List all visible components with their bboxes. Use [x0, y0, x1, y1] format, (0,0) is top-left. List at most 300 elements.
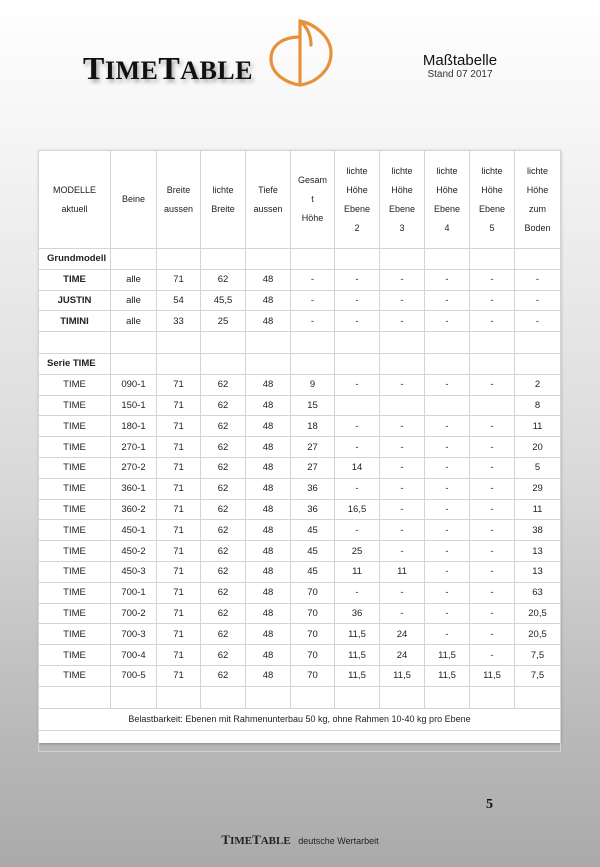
column-header [201, 151, 246, 249]
value-cell: - [335, 478, 380, 499]
brand-wordmark: TIMETABLE [83, 50, 253, 86]
table-row [39, 499, 561, 520]
column-header-line: Ebene [478, 203, 506, 214]
model-cell: TIME [39, 374, 111, 395]
value-cell: - [515, 290, 561, 311]
value-cell: 71 [157, 269, 201, 290]
footer-tagline: deutsche Wertarbeit [298, 836, 379, 846]
empty-cell [515, 332, 561, 354]
value-cell: - [291, 269, 335, 290]
value-cell: - [380, 311, 425, 332]
empty-cell [111, 249, 157, 270]
value-cell: 8 [515, 395, 561, 416]
column-header-line: MODELLE [52, 184, 96, 195]
empty-cell [425, 249, 470, 270]
column-header-line: aussen [163, 203, 194, 214]
empty-cell [380, 249, 425, 270]
empty-cell [157, 353, 201, 374]
table-row [39, 561, 561, 582]
value-cell: 62 [201, 624, 246, 645]
value-cell: 48 [246, 561, 291, 582]
value-cell: 48 [246, 374, 291, 395]
value-cell: 45 [291, 520, 335, 541]
model-cell: TIME [39, 478, 111, 499]
value-cell: 71 [157, 374, 201, 395]
value-cell: 360-2 [111, 499, 157, 520]
column-header-line: 2 [354, 222, 360, 233]
column-header-line: lichte [481, 165, 503, 176]
column-header-line: lichte [346, 165, 368, 176]
empty-cell [380, 686, 425, 708]
value-cell: 180-1 [111, 416, 157, 437]
value-cell: - [425, 478, 470, 499]
value-cell: - [470, 541, 515, 562]
value-cell: 16,5 [335, 499, 380, 520]
table-row [39, 520, 561, 541]
column-header-line: 5 [489, 222, 495, 233]
value-cell: 48 [246, 624, 291, 645]
spacer-row [39, 332, 561, 354]
value-cell: - [470, 499, 515, 520]
value-cell: 700-4 [111, 645, 157, 666]
value-cell: - [291, 290, 335, 311]
value-cell: - [380, 437, 425, 458]
value-cell: 48 [246, 665, 291, 686]
value-cell: - [470, 416, 515, 437]
value-cell: 7,5 [515, 645, 561, 666]
value-cell: - [425, 416, 470, 437]
empty-cell [246, 353, 291, 374]
empty-cell [201, 686, 246, 708]
value-cell: 700-1 [111, 582, 157, 603]
value-cell [380, 395, 425, 416]
value-cell: - [470, 437, 515, 458]
value-cell: - [380, 269, 425, 290]
value-cell: 45 [291, 561, 335, 582]
value-cell: alle [111, 290, 157, 311]
footer [0, 832, 600, 848]
value-cell: 270-1 [111, 437, 157, 458]
column-header-line: aktuell [61, 203, 88, 214]
value-cell: - [425, 311, 470, 332]
value-cell: 71 [157, 561, 201, 582]
value-cell: 48 [246, 269, 291, 290]
model-cell: TIME [39, 541, 111, 562]
value-cell: - [380, 457, 425, 478]
value-cell: 71 [157, 582, 201, 603]
value-cell: 62 [201, 478, 246, 499]
value-cell: 71 [157, 665, 201, 686]
column-header-line: Höhe [301, 213, 324, 223]
value-cell: 71 [157, 541, 201, 562]
empty-cell [470, 249, 515, 270]
value-cell: 13 [515, 561, 561, 582]
value-cell: - [425, 624, 470, 645]
column-header-line: Ebene [388, 203, 416, 214]
value-cell: - [380, 582, 425, 603]
column-header-line: Höhe [481, 184, 503, 195]
value-cell: 450-2 [111, 541, 157, 562]
value-cell: 54 [157, 290, 201, 311]
column-header-line: Tiefe [258, 184, 278, 195]
load-capacity-note: Belastbarkeit: Ebenen mit Rahmenunterbau 50 kg, ohne Rahmen 10-40 kg pro Ebene [39, 708, 561, 730]
table-row [39, 541, 561, 562]
document-subtitle: Stand 07 2017 [427, 69, 493, 80]
value-cell: 36 [291, 499, 335, 520]
value-cell: - [380, 603, 425, 624]
value-cell: 70 [291, 645, 335, 666]
empty-cell [380, 353, 425, 374]
value-cell: - [470, 582, 515, 603]
empty-cell [201, 249, 246, 270]
value-cell: 48 [246, 499, 291, 520]
value-cell: 71 [157, 499, 201, 520]
section-title: Grundmodell [39, 249, 111, 270]
value-cell: 71 [157, 395, 201, 416]
empty-cell [425, 332, 470, 354]
value-cell: - [470, 624, 515, 645]
value-cell: - [380, 374, 425, 395]
empty-cell [39, 686, 111, 708]
value-cell: 9 [291, 374, 335, 395]
column-header-line: Ebene [433, 203, 461, 214]
empty-cell [157, 686, 201, 708]
model-cell: TIME [39, 437, 111, 458]
table-row [39, 665, 561, 686]
value-cell: - [335, 582, 380, 603]
column-header [425, 151, 470, 249]
value-cell: 18 [291, 416, 335, 437]
value-cell: 71 [157, 603, 201, 624]
document-title: Maßtabelle [422, 52, 498, 69]
column-header [515, 151, 561, 249]
value-cell: 48 [246, 311, 291, 332]
value-cell: - [470, 457, 515, 478]
value-cell: - [470, 561, 515, 582]
value-cell: 48 [246, 603, 291, 624]
value-cell: 11,5 [425, 645, 470, 666]
empty-cell [470, 353, 515, 374]
value-cell: 45 [291, 541, 335, 562]
column-header [157, 151, 201, 249]
table-row [39, 603, 561, 624]
value-cell: - [425, 290, 470, 311]
value-cell: - [470, 311, 515, 332]
column-header-line: zum [528, 203, 546, 214]
column-header-line: Breite [211, 203, 235, 214]
table-row [39, 374, 561, 395]
column-header [335, 151, 380, 249]
model-cell: TIME [39, 665, 111, 686]
value-cell: 27 [291, 437, 335, 458]
value-cell: - [380, 541, 425, 562]
empty-cell [39, 332, 111, 354]
value-cell: - [470, 478, 515, 499]
value-cell: alle [111, 269, 157, 290]
value-cell: alle [111, 311, 157, 332]
column-header-line: Breite [166, 184, 191, 195]
value-cell: 48 [246, 520, 291, 541]
table-row [39, 582, 561, 603]
value-cell: - [335, 311, 380, 332]
value-cell: - [335, 416, 380, 437]
empty-cell [246, 249, 291, 270]
value-cell: 71 [157, 478, 201, 499]
value-cell: 62 [201, 665, 246, 686]
empty-cell [425, 353, 470, 374]
value-cell: - [380, 290, 425, 311]
value-cell: 36 [335, 603, 380, 624]
empty-cell [335, 353, 380, 374]
value-cell: - [425, 561, 470, 582]
value-cell: 62 [201, 520, 246, 541]
value-cell: - [425, 541, 470, 562]
value-cell: 11,5 [380, 665, 425, 686]
value-cell: 270-2 [111, 457, 157, 478]
model-cell: TIME [39, 416, 111, 437]
value-cell: 48 [246, 582, 291, 603]
value-cell: 090-1 [111, 374, 157, 395]
column-header [246, 151, 291, 249]
model-cell: TIME [39, 582, 111, 603]
column-header-line: Beine [121, 194, 146, 204]
model-cell: TIME [39, 269, 111, 290]
model-cell: TIME [39, 561, 111, 582]
value-cell: - [335, 374, 380, 395]
column-header-line: aussen [253, 203, 283, 214]
section-title: Serie TIME [39, 353, 111, 374]
value-cell: - [470, 645, 515, 666]
page-number: 5 [486, 797, 493, 812]
value-cell: 48 [246, 395, 291, 416]
value-cell: - [380, 478, 425, 499]
value-cell: 27 [291, 457, 335, 478]
value-cell: 63 [515, 582, 561, 603]
column-header-line: Boden [524, 222, 551, 233]
value-cell: 700-2 [111, 603, 157, 624]
value-cell: 36 [291, 478, 335, 499]
table-row [39, 290, 561, 311]
value-cell: - [470, 269, 515, 290]
table-row [39, 416, 561, 437]
value-cell: 71 [157, 416, 201, 437]
value-cell: 33 [157, 311, 201, 332]
column-header-line: t [311, 194, 314, 204]
column-header-line: Ebene [343, 203, 371, 214]
value-cell: - [380, 416, 425, 437]
value-cell: 150-1 [111, 395, 157, 416]
column-header-line: lichte [391, 165, 413, 176]
value-cell: - [425, 603, 470, 624]
empty-cell [291, 249, 335, 270]
value-cell: 62 [201, 582, 246, 603]
value-cell: 11,5 [470, 665, 515, 686]
value-cell: 71 [157, 645, 201, 666]
table-row [39, 269, 561, 290]
measurement-table [38, 150, 561, 752]
value-cell: 25 [201, 311, 246, 332]
value-cell: 11,5 [335, 665, 380, 686]
empty-cell [39, 730, 561, 752]
value-cell: 71 [157, 624, 201, 645]
empty-cell [470, 686, 515, 708]
value-cell: 45,5 [201, 290, 246, 311]
value-cell [470, 395, 515, 416]
value-cell: 62 [201, 269, 246, 290]
value-cell: 48 [246, 437, 291, 458]
value-cell: - [425, 374, 470, 395]
value-cell: 62 [201, 416, 246, 437]
value-cell: 11,5 [335, 624, 380, 645]
value-cell: - [515, 311, 561, 332]
empty-cell [201, 353, 246, 374]
empty-cell [246, 332, 291, 354]
spacer-row [39, 730, 561, 752]
model-cell: TIME [39, 645, 111, 666]
column-header-line: 3 [399, 222, 405, 233]
model-cell: JUSTIN [39, 290, 111, 311]
column-header [380, 151, 425, 249]
model-cell: TIME [39, 457, 111, 478]
model-cell: TIME [39, 520, 111, 541]
value-cell [335, 395, 380, 416]
value-cell: 62 [201, 541, 246, 562]
model-cell: TIME [39, 603, 111, 624]
section-header-row [39, 249, 561, 270]
table-row [39, 395, 561, 416]
value-cell: 62 [201, 561, 246, 582]
value-cell: 24 [380, 645, 425, 666]
value-cell: - [470, 603, 515, 624]
value-cell: 70 [291, 582, 335, 603]
value-cell: 71 [157, 457, 201, 478]
model-cell: TIME [39, 499, 111, 520]
empty-cell [515, 353, 561, 374]
column-header-line: Gesam [297, 175, 327, 185]
value-cell: - [470, 290, 515, 311]
empty-cell [291, 353, 335, 374]
value-cell: 15 [291, 395, 335, 416]
table-header-row [39, 151, 561, 249]
empty-cell [380, 332, 425, 354]
model-cell: TIMINI [39, 311, 111, 332]
value-cell: 2 [515, 374, 561, 395]
model-cell: TIME [39, 395, 111, 416]
empty-cell [425, 686, 470, 708]
value-cell: - [425, 499, 470, 520]
empty-cell [157, 249, 201, 270]
column-header-line: 4 [444, 222, 450, 233]
column-header-line: Höhe [391, 184, 413, 195]
table-row [39, 311, 561, 332]
value-cell: 48 [246, 457, 291, 478]
empty-cell [335, 249, 380, 270]
value-cell: 71 [157, 520, 201, 541]
value-cell: 48 [246, 645, 291, 666]
value-cell: 20,5 [515, 624, 561, 645]
empty-cell [470, 332, 515, 354]
column-header-line: Höhe [526, 184, 549, 195]
value-cell: 62 [201, 499, 246, 520]
empty-cell [515, 686, 561, 708]
value-cell: 24 [380, 624, 425, 645]
column-header-line: lichte [526, 165, 548, 176]
section-header-row [39, 353, 561, 374]
value-cell: - [335, 437, 380, 458]
empty-cell [335, 686, 380, 708]
note-row [39, 708, 561, 730]
value-cell: 70 [291, 603, 335, 624]
value-cell: 62 [201, 603, 246, 624]
value-cell: 450-3 [111, 561, 157, 582]
empty-cell [111, 332, 157, 354]
value-cell: 360-1 [111, 478, 157, 499]
value-cell: - [425, 269, 470, 290]
value-cell: - [425, 437, 470, 458]
column-header [39, 151, 111, 249]
value-cell: 7,5 [515, 665, 561, 686]
spacer-row [39, 686, 561, 708]
value-cell: 700-3 [111, 624, 157, 645]
value-cell: 62 [201, 457, 246, 478]
table-row [39, 624, 561, 645]
value-cell: 13 [515, 541, 561, 562]
value-cell: - [515, 269, 561, 290]
empty-cell [157, 332, 201, 354]
value-cell: - [425, 520, 470, 541]
empty-cell [291, 686, 335, 708]
empty-cell [201, 332, 246, 354]
measurement-sheet [38, 150, 560, 743]
value-cell: - [380, 499, 425, 520]
column-header [470, 151, 515, 249]
value-cell: 11 [380, 561, 425, 582]
value-cell: 20,5 [515, 603, 561, 624]
value-cell [425, 395, 470, 416]
value-cell: 70 [291, 665, 335, 686]
value-cell: 14 [335, 457, 380, 478]
value-cell: 11 [515, 416, 561, 437]
value-cell: 62 [201, 645, 246, 666]
value-cell: 700-5 [111, 665, 157, 686]
empty-cell [291, 332, 335, 354]
value-cell: 29 [515, 478, 561, 499]
column-header-line: lichte [436, 165, 458, 176]
value-cell: 62 [201, 395, 246, 416]
value-cell: - [425, 582, 470, 603]
column-header [111, 151, 157, 249]
column-header-line: Höhe [346, 184, 368, 195]
value-cell: 62 [201, 374, 246, 395]
value-cell: 5 [515, 457, 561, 478]
value-cell: - [335, 290, 380, 311]
value-cell: - [335, 269, 380, 290]
timetable-logo-icon [263, 15, 337, 89]
value-cell: - [470, 374, 515, 395]
column-header [291, 151, 335, 249]
value-cell: 11,5 [425, 665, 470, 686]
value-cell: - [470, 520, 515, 541]
value-cell: 38 [515, 520, 561, 541]
column-header-line: Höhe [436, 184, 458, 195]
table-row [39, 457, 561, 478]
footer-brand: TIMETABLE [221, 832, 291, 847]
table-row [39, 437, 561, 458]
value-cell: 11,5 [335, 645, 380, 666]
value-cell: 62 [201, 437, 246, 458]
value-cell: 48 [246, 541, 291, 562]
empty-cell [111, 353, 157, 374]
